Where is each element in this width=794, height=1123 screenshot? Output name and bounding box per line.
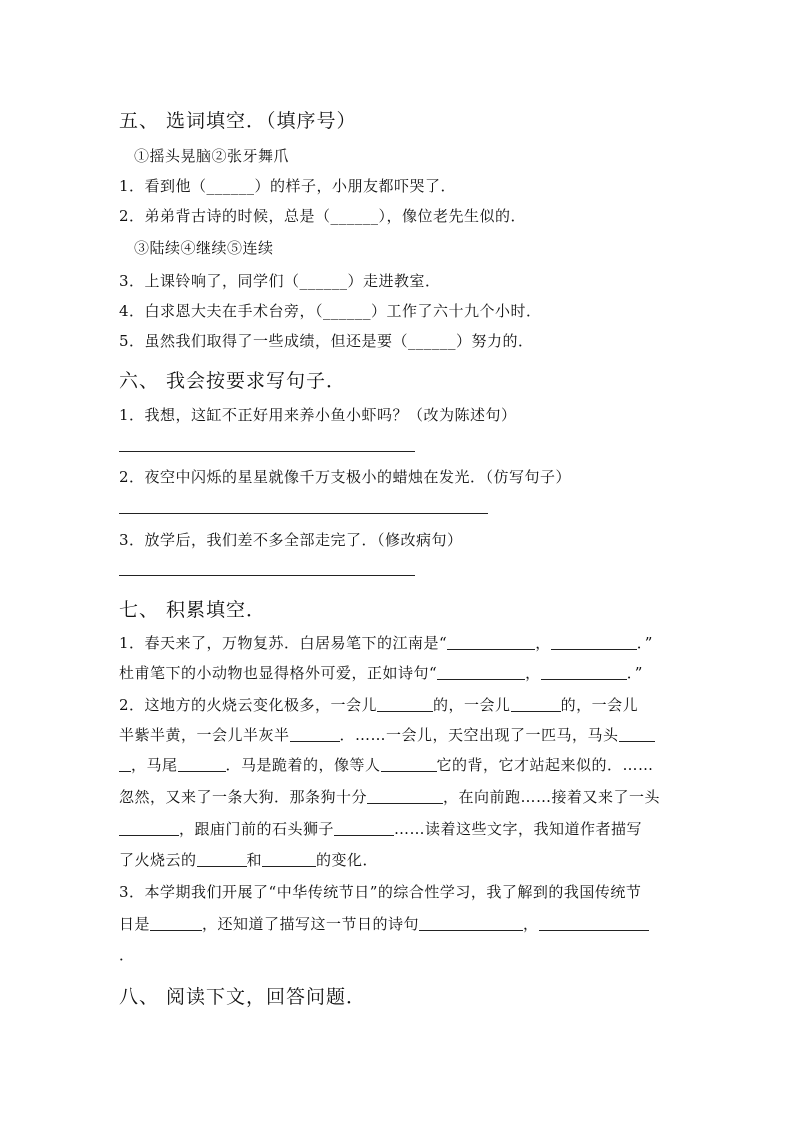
- s7-question-2-line-6: [119, 849, 378, 870]
- s7-q2-text: 的，一会儿: [433, 696, 511, 714]
- s5-question-5: 5．虽然我们取得了一些成绩，但还是要（______）努力的．: [119, 332, 534, 350]
- s6-answer-line-3[interactable]: [119, 575, 415, 576]
- blank[interactable]: [539, 916, 649, 931]
- section-8-title: 八、 阅读下文，回答问题．: [119, 986, 367, 1008]
- blank[interactable]: [447, 635, 535, 650]
- blank[interactable]: [541, 665, 627, 680]
- s6-answer-line-1[interactable]: [119, 451, 415, 452]
- s7-q2-text: ……读着这些文字，我知道作者描写: [394, 820, 643, 838]
- blank[interactable]: [119, 821, 179, 836]
- s7-q1-text-6: ．”: [626, 664, 643, 682]
- s7-question-3-line-3: ．: [119, 946, 135, 964]
- s7-question-2-line-1: [119, 694, 638, 715]
- blank[interactable]: [419, 916, 523, 931]
- s7-question-2-line-3: [119, 754, 654, 775]
- s7-q2-text: 半紫半黄，一会儿半灰半: [119, 726, 290, 744]
- s7-q3-text: ，还知道了描写这一节日的诗句: [202, 915, 420, 933]
- s6-question-1: 1．我想，这缸不正好用来养小鱼小虾吗？（改为陈述句）: [119, 406, 517, 424]
- s7-q2-text: 2．这地方的火烧云变化极多，一会儿: [119, 696, 378, 714]
- s5-options-2: ③陆续④继续⑤连续: [134, 239, 274, 257]
- section-7-title: 七、 积累填空．: [119, 599, 267, 621]
- s7-q2-text: 和: [246, 851, 263, 869]
- s7-q2-text: ．……一会儿，天空出现了一匹马，马头: [339, 726, 619, 744]
- s7-q1-text-4: 杜甫笔下的小动物也显得格外可爱，正如诗句“: [119, 664, 438, 682]
- s7-q1-text-5: ，: [525, 664, 541, 682]
- s5-question-1: 1．看到他（______）的样子，小朋友都吓哭了．: [119, 177, 457, 195]
- s5-options-1: ①摇头晃脑②张牙舞爪: [134, 147, 290, 165]
- s7-q2-text: ．马是跪着的，像等人: [225, 756, 381, 774]
- s7-q2-text: 了火烧云的: [119, 851, 197, 869]
- blank[interactable]: [367, 789, 443, 804]
- s7-question-2-line-5: [119, 818, 642, 839]
- blank[interactable]: [290, 727, 340, 742]
- s7-q2-text: 忽然，又来了一条大狗．那条狗十分: [119, 788, 368, 806]
- s7-q1-text-3: ．”: [636, 634, 653, 652]
- s7-q2-text: ，马尾: [131, 756, 178, 774]
- s6-question-3: 3．放学后，我们差不多全部走完了．（修改病句）: [119, 531, 463, 549]
- s7-q1-text-2: ，: [535, 634, 551, 652]
- blank[interactable]: [262, 852, 316, 867]
- s7-q2-text: 的，一会儿: [560, 696, 639, 714]
- blank[interactable]: [619, 727, 655, 742]
- blank[interactable]: [551, 635, 637, 650]
- s7-question-2-line-2: [119, 724, 655, 745]
- blank[interactable]: [197, 852, 247, 867]
- blank[interactable]: [437, 665, 525, 680]
- s6-question-2: 2．夜空中闪烁的星星就像千万支极小的蜡烛在发光．（仿写句子）: [119, 468, 572, 486]
- s5-question-4: 4．白求恩大夫在手术台旁，（______）工作了六十九个小时．: [119, 302, 542, 320]
- s7-q2-text: ，在向前跑……接着又来了一头: [443, 788, 661, 806]
- section-6-title: 六、 我会按要求写句子．: [119, 370, 347, 392]
- s7-q2-text: 的变化．: [316, 851, 379, 869]
- s7-q2-text: 它的背，它才站起来似的．……: [436, 756, 654, 774]
- s7-q3-text: 日是: [119, 915, 151, 933]
- s5-question-3: 3．上课铃响了，同学们（______）走进教室．: [119, 272, 441, 290]
- blank[interactable]: [119, 757, 131, 772]
- s7-question-3-line-1: 3．本学期我们开展了“中华传统节日”的综合性学习，我了解到的我国传统节: [119, 883, 642, 901]
- blank[interactable]: [334, 821, 394, 836]
- s7-q3-text: ，: [523, 915, 539, 933]
- s7-question-2-line-4: [119, 786, 660, 807]
- s7-question-3-line-2: [119, 913, 649, 934]
- section-5-title: 五、 选词填空．（填序号）: [119, 110, 357, 132]
- s7-q2-text: ，跟庙门前的石头狮子: [179, 820, 335, 838]
- blank[interactable]: [150, 916, 202, 931]
- s6-answer-line-2[interactable]: [119, 513, 488, 514]
- blank[interactable]: [381, 757, 437, 772]
- blank[interactable]: [377, 697, 433, 712]
- blank[interactable]: [511, 697, 561, 712]
- blank[interactable]: [178, 757, 226, 772]
- s7-question-1-line-2: [119, 662, 643, 683]
- s5-question-2: 2．弟弟背古诗的时候，总是（______），像位老先生似的．: [119, 207, 527, 225]
- s7-q1-text-1: 1．春天来了，万物复苏．白居易笔下的江南是“: [119, 634, 448, 652]
- s7-question-1-line-1: [119, 632, 653, 653]
